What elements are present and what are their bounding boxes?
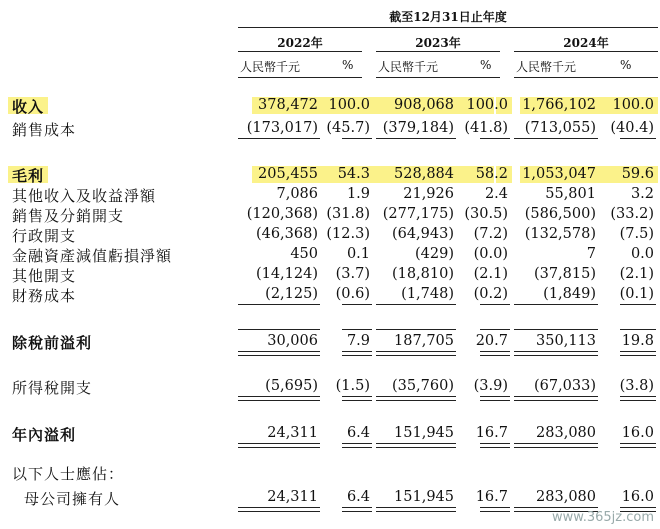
amount-cell: 24,311: [267, 425, 318, 441]
total-double-rule: [514, 443, 598, 448]
total-double-rule: [376, 351, 456, 356]
percent-cell: 54.3: [337, 166, 370, 182]
year-2022: 2022年: [277, 36, 323, 50]
amount-cell: 378,472: [258, 97, 318, 113]
amount-unit-2022: 人民幣千元: [240, 60, 301, 74]
amount-cell: (14,124): [255, 266, 318, 282]
row-label: 其他開支: [12, 267, 77, 285]
amount-cell: 7: [586, 246, 596, 262]
percent-cell: 6.4: [346, 489, 370, 505]
percent-cell: (33.2): [610, 206, 654, 222]
table-row: [0, 332, 660, 352]
year-rule-2023: [376, 51, 500, 52]
amount-cell: 205,455: [258, 166, 318, 182]
subtotal-rule: [376, 138, 456, 139]
subtotal-rule: [480, 304, 510, 305]
unit-rule-2022: [238, 77, 362, 78]
percent-cell: (0.1): [619, 286, 654, 302]
subtotal-rule: [342, 138, 372, 139]
row-label: 毛利: [12, 167, 45, 185]
total-double-rule: [342, 351, 372, 356]
amount-unit-2024: 人民幣千元: [516, 60, 577, 74]
percent-cell: (2.1): [473, 266, 508, 282]
amount-cell: (586,500): [524, 206, 596, 222]
row-label: 行政開支: [12, 227, 77, 245]
watermark: www.365jz.com: [552, 510, 654, 525]
percent-cell: 3.2: [630, 186, 654, 202]
percent-cell: 59.6: [621, 166, 654, 182]
amount-unit-2023: 人民幣千元: [378, 60, 439, 74]
amount-cell: 528,884: [394, 166, 454, 182]
percent-cell: (3.9): [473, 378, 508, 394]
amount-cell: 1,053,047: [522, 166, 596, 182]
percent-cell: 1.9: [346, 186, 370, 202]
amount-cell: (35,760): [391, 378, 454, 394]
percent-cell: 2.4: [484, 186, 508, 202]
table-row: [0, 463, 660, 483]
percent-cell: 16.0: [621, 425, 654, 441]
subtotal-rule: [514, 304, 598, 305]
amount-cell: (277,175): [382, 206, 454, 222]
table-row: [0, 488, 660, 508]
period-caption: 截至12月31日止年度: [389, 10, 507, 24]
pretax-top-rule: [376, 329, 456, 330]
total-double-rule: [342, 507, 372, 512]
amount-cell: 1,766,102: [522, 97, 596, 113]
table-row: [0, 185, 660, 205]
row-label: 年內溢利: [12, 426, 77, 444]
subtotal-rule: [238, 138, 320, 139]
table-row: [0, 265, 660, 285]
percent-cell: 16.7: [475, 489, 508, 505]
percent-cell: 100.0: [328, 97, 370, 113]
amount-cell: 450: [290, 246, 318, 262]
total-double-rule: [620, 396, 656, 401]
percent-cell: (0.0): [473, 246, 508, 262]
pretax-top-rule: [342, 329, 372, 330]
subtotal-rule: [376, 304, 456, 305]
percent-cell: (3.7): [335, 266, 370, 282]
unit-rule-2023: [376, 77, 500, 78]
total-double-rule: [238, 396, 320, 401]
row-label: 財務成本: [12, 287, 77, 305]
subtotal-rule: [342, 304, 372, 305]
percent-cell: (40.4): [610, 120, 654, 136]
amount-cell: 283,080: [536, 489, 596, 505]
percent-cell: 0.1: [346, 246, 370, 262]
row-label: 其他收入及收益淨額: [12, 187, 157, 205]
percent-cell: (41.8): [464, 120, 508, 136]
table-row: [0, 165, 660, 185]
table-row: [0, 119, 660, 139]
total-double-rule: [514, 396, 598, 401]
amount-cell: (46,368): [255, 226, 318, 242]
table-row: [0, 225, 660, 245]
table-row: [0, 96, 660, 116]
percent-cell: (1.5): [335, 378, 370, 394]
table-row: [0, 285, 660, 305]
pretax-top-rule: [620, 329, 656, 330]
amount-cell: (1,849): [543, 286, 596, 302]
amount-cell: 55,801: [545, 186, 596, 202]
amount-cell: (37,815): [533, 266, 596, 282]
header-rule-top: [238, 27, 658, 28]
amount-cell: (5,695): [265, 378, 318, 394]
table-row: [0, 424, 660, 444]
table-row: [0, 245, 660, 265]
amount-cell: (132,578): [524, 226, 596, 242]
subtotal-rule: [620, 304, 656, 305]
amount-cell: 908,068: [394, 97, 454, 113]
amount-cell: (429): [415, 246, 454, 262]
pct-unit-2022: %: [342, 58, 354, 72]
amount-cell: (1,748): [401, 286, 454, 302]
row-label: 收入: [12, 98, 45, 116]
total-double-rule: [480, 507, 510, 512]
percent-cell: (30.5): [464, 206, 508, 222]
percent-cell: (45.7): [326, 120, 370, 136]
pretax-top-rule: [238, 329, 320, 330]
amount-cell: 151,945: [394, 489, 454, 505]
subtotal-rule: [480, 138, 510, 139]
year-rule-2024: [514, 51, 658, 52]
percent-cell: 6.4: [346, 425, 370, 441]
amount-cell: (2,125): [265, 286, 318, 302]
amount-cell: (379,184): [382, 120, 454, 136]
total-double-rule: [238, 351, 320, 356]
row-label: 所得稅開支: [12, 379, 93, 397]
row-label: 銷售成本: [12, 121, 77, 139]
total-double-rule: [480, 443, 510, 448]
percent-cell: 19.8: [621, 333, 654, 349]
row-label: 母公司擁有人: [24, 490, 121, 508]
amount-cell: 7,086: [276, 186, 318, 202]
pretax-top-rule: [480, 329, 510, 330]
percent-cell: (12.3): [326, 226, 370, 242]
amount-cell: (67,033): [533, 378, 596, 394]
total-double-rule: [238, 443, 320, 448]
pretax-top-rule: [514, 329, 598, 330]
percent-cell: 100.0: [612, 97, 654, 113]
subtotal-rule: [620, 138, 656, 139]
total-double-rule: [480, 351, 510, 356]
percent-cell: (0.6): [335, 286, 370, 302]
row-label: 金融資產減值虧損淨額: [12, 247, 173, 265]
percent-cell: (0.2): [473, 286, 508, 302]
amount-cell: (18,810): [391, 266, 454, 282]
percent-cell: (7.5): [619, 226, 654, 242]
row-label: 除稅前溢利: [12, 334, 93, 352]
percent-cell: 20.7: [475, 333, 508, 349]
pct-unit-2023: %: [480, 58, 492, 72]
amount-cell: (713,055): [524, 120, 596, 136]
amount-cell: 151,945: [394, 425, 454, 441]
amount-cell: (173,017): [246, 120, 318, 136]
amount-cell: 283,080: [536, 425, 596, 441]
amount-cell: (64,943): [391, 226, 454, 242]
unit-rule-2024: [514, 77, 658, 78]
row-label: 銷售及分銷開支: [12, 207, 125, 225]
total-double-rule: [238, 507, 320, 512]
amount-cell: 24,311: [267, 489, 318, 505]
percent-cell: (3.8): [619, 378, 654, 394]
amount-cell: 21,926: [403, 186, 454, 202]
total-double-rule: [376, 396, 456, 401]
percent-cell: 16.7: [475, 425, 508, 441]
table-row: [0, 205, 660, 225]
year-2024: 2024年: [563, 36, 609, 50]
percent-cell: 100.0: [466, 97, 508, 113]
percent-cell: 58.2: [475, 166, 508, 182]
total-double-rule: [376, 507, 456, 512]
percent-cell: 7.9: [346, 333, 370, 349]
percent-cell: 16.0: [621, 489, 654, 505]
percent-cell: (31.8): [326, 206, 370, 222]
total-double-rule: [480, 396, 510, 401]
pct-unit-2024: %: [620, 58, 632, 72]
percent-cell: (7.2): [473, 226, 508, 242]
year-rule-2022: [238, 51, 362, 52]
subtotal-rule: [514, 138, 598, 139]
amount-cell: 187,705: [394, 333, 454, 349]
table-row: [0, 377, 660, 397]
total-double-rule: [620, 351, 656, 356]
year-2023: 2023年: [415, 36, 461, 50]
subtotal-rule: [238, 304, 320, 305]
total-double-rule: [514, 351, 598, 356]
total-double-rule: [376, 443, 456, 448]
percent-cell: 0.0: [630, 246, 654, 262]
total-double-rule: [342, 396, 372, 401]
amount-cell: 350,113: [536, 333, 596, 349]
total-double-rule: [342, 443, 372, 448]
row-label: 以下人士應佔：: [12, 465, 125, 483]
total-double-rule: [620, 443, 656, 448]
percent-cell: (2.1): [619, 266, 654, 282]
amount-cell: (120,368): [246, 206, 318, 222]
amount-cell: 30,006: [267, 333, 318, 349]
